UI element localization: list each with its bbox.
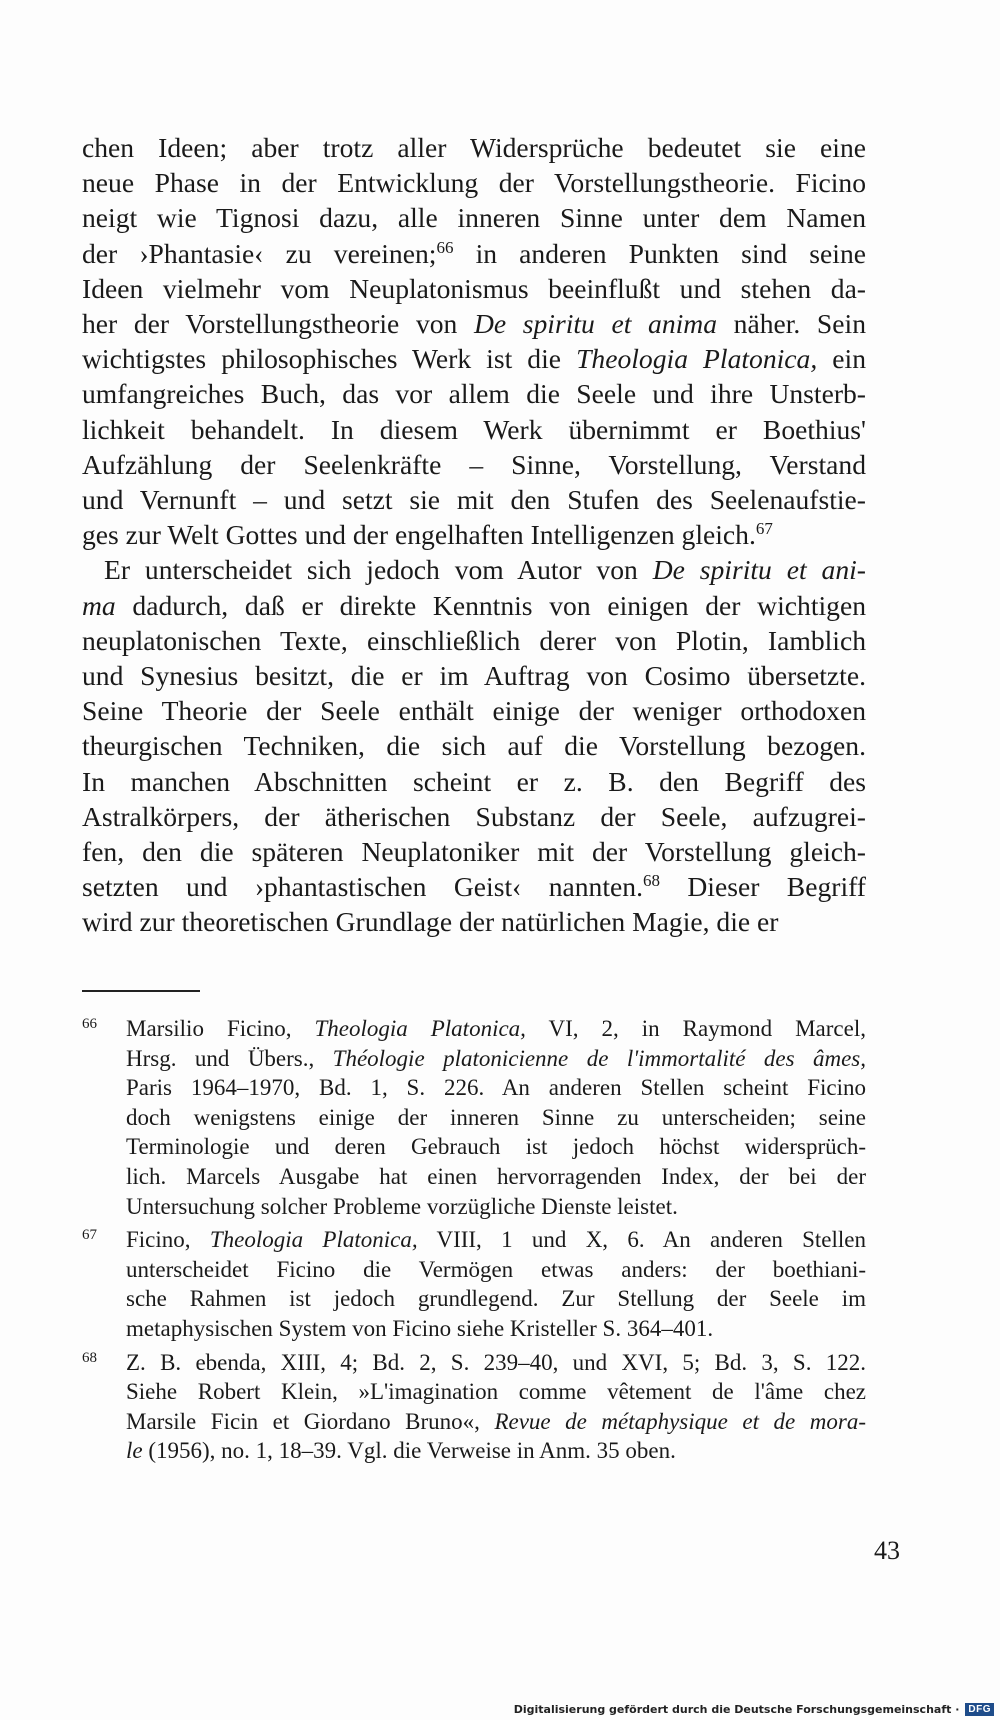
text-line: wichtigstes philosophisches Werk ist die Theologia Platonica, ein	[82, 343, 866, 375]
footnote-line: le (1956), no. 1, 18–39. Vgl. die Verweise in Anm. 35 oben.	[126, 1438, 676, 1464]
footnote-ref-67: 67	[755, 519, 773, 539]
footnote-68	[82, 1348, 866, 1466]
footnote-number: 68	[82, 1349, 97, 1366]
main-text	[82, 130, 866, 940]
text-line: und Vernunft – und setzt sie mit den Stufen des Seelenaufstie-	[82, 484, 866, 516]
text-line: ges zur Welt Gottes und der engelhaften Intelligenzen gleich.$^{67}$	[82, 519, 773, 551]
footnote-67	[82, 1225, 866, 1343]
footnote-line: Marsilio Ficino, Theologia Platonica, VI, 2, in Raymond Marcel,	[126, 1016, 866, 1041]
text-line: theurgischen Techniken, die sich auf die Vorstellung bezogen.	[82, 730, 866, 762]
footnote-line: Terminologie und deren Gebrauch ist jedoch höchst widersprüch-	[126, 1134, 866, 1160]
footnote-line: Paris 1964–1970, Bd. 1, S. 226. An anderen Stellen scheint Ficino	[126, 1075, 866, 1101]
footnote-line: sche Rahmen ist jedoch grundlegend. Zur Stellung der Seele im	[126, 1286, 866, 1312]
footnote-line: Ficino, Theologia Platonica, VIII, 1 und X, 6. An anderen Stellen	[126, 1227, 866, 1253]
footnote-line: Siehe Robert Klein, »L'imagination comme vêtement de l'âme chez	[126, 1379, 866, 1405]
text-line: wird zur theoretischen Grundlage der natürlichen Magie, die er	[82, 906, 779, 938]
text-line: fen, den die späteren Neuplatoniker mit der Vorstellung gleich-	[82, 836, 866, 868]
footnote-divider	[82, 990, 200, 992]
text-line: chen Ideen; aber trotz aller Widersprüche bedeutet sie eine	[82, 132, 866, 163]
dfg-logo-icon: DFG	[965, 1703, 994, 1716]
footnote-line: Marsile Ficin et Giordano Bruno«, Revue de métaphysique et de mora-	[126, 1408, 866, 1434]
footnote-line: doch wenigstens einige der inneren Sinne zu unterscheiden; seine	[126, 1104, 866, 1130]
text-line: Ideen vielmehr vom Neuplatonismus beeinflußt und stehen da-	[82, 272, 866, 304]
page-number: 43	[874, 1536, 900, 1565]
footnote-ref-68: 68	[642, 871, 660, 891]
text-line: Seine Theorie der Seele enthält einige der weniger orthodoxen	[82, 695, 866, 727]
text-line: Er unterscheidet sich jedoch vom Autor von De spiritu et ani-	[104, 554, 866, 586]
text-line: umfangreiches Buch, das vor allem die Seele und ihre Unsterb-	[82, 378, 866, 410]
text-line: lichkeit behandelt. In diesem Werk übernimmt er Boethius'	[82, 413, 866, 445]
footnote-number: 66	[82, 1016, 97, 1032]
text-line: setzten und ›phantastischen Geist‹ nannten.$^{68}$ Dieser Begriff	[82, 871, 866, 903]
footnote-line: unterscheidet Ficino die Vermögen etwas anders: der boethiani-	[126, 1256, 866, 1282]
digitization-banner	[514, 1703, 994, 1716]
text-line: neuplatonischen Texte, einschließlich derer von Plotin, Iamblich	[82, 624, 866, 656]
text-line: In manchen Abschnitten scheint er z. B. den Begriff des	[82, 765, 866, 797]
text-line: neue Phase in der Entwicklung der Vorstellungstheorie. Ficino	[82, 167, 866, 199]
footnotes	[82, 1014, 866, 1470]
footnote-line: Z. B. ebenda, XIII, 4; Bd. 2, S. 239–40, und XVI, 5; Bd. 3, S. 122.	[126, 1349, 866, 1375]
text-line: ma dadurch, daß er direkte Kenntnis von einigen der wichtigen	[82, 589, 866, 621]
footnote-ref-66: 66	[436, 237, 454, 257]
banner-text: Digitalisierung gefördert durch die Deutsche Forschungsgemeinschaft ·	[513, 1703, 960, 1716]
text-line: der ›Phantasie‹ zu vereinen;$^{66}$ in anderen Punkten sind seine	[82, 237, 867, 269]
footnote-line: metaphysischen System von Ficino siehe Kristeller S. 364–401.	[126, 1315, 714, 1341]
footnote-line: Hrsg. und Übers., Théologie platonicienne de l'immortalité des âmes,	[126, 1045, 866, 1071]
footnote-number: 67	[82, 1227, 97, 1244]
text-line: Astralkörpers, der ätherischen Substanz der Seele, aufzugrei-	[82, 800, 866, 832]
text-line: her der Vorstellungstheorie von De spiritu et anima näher. Sein	[82, 308, 866, 340]
text-line: neigt wie Tignosi dazu, alle inneren Sinne unter dem Namen	[82, 202, 866, 234]
footnote-line: lich. Marcels Ausgabe hat einen hervorragenden Index, der bei der	[126, 1163, 866, 1189]
text-line: und Synesius besitzt, die er im Auftrag von Cosimo übersetzte.	[82, 660, 866, 692]
footnote-line: Untersuchung solcher Probleme vorzügliche Dienste leistet.	[126, 1193, 678, 1219]
text-line: Aufzählung der Seelenkräfte – Sinne, Vorstellung, Verstand	[82, 448, 866, 480]
footnote-66	[82, 1014, 866, 1221]
